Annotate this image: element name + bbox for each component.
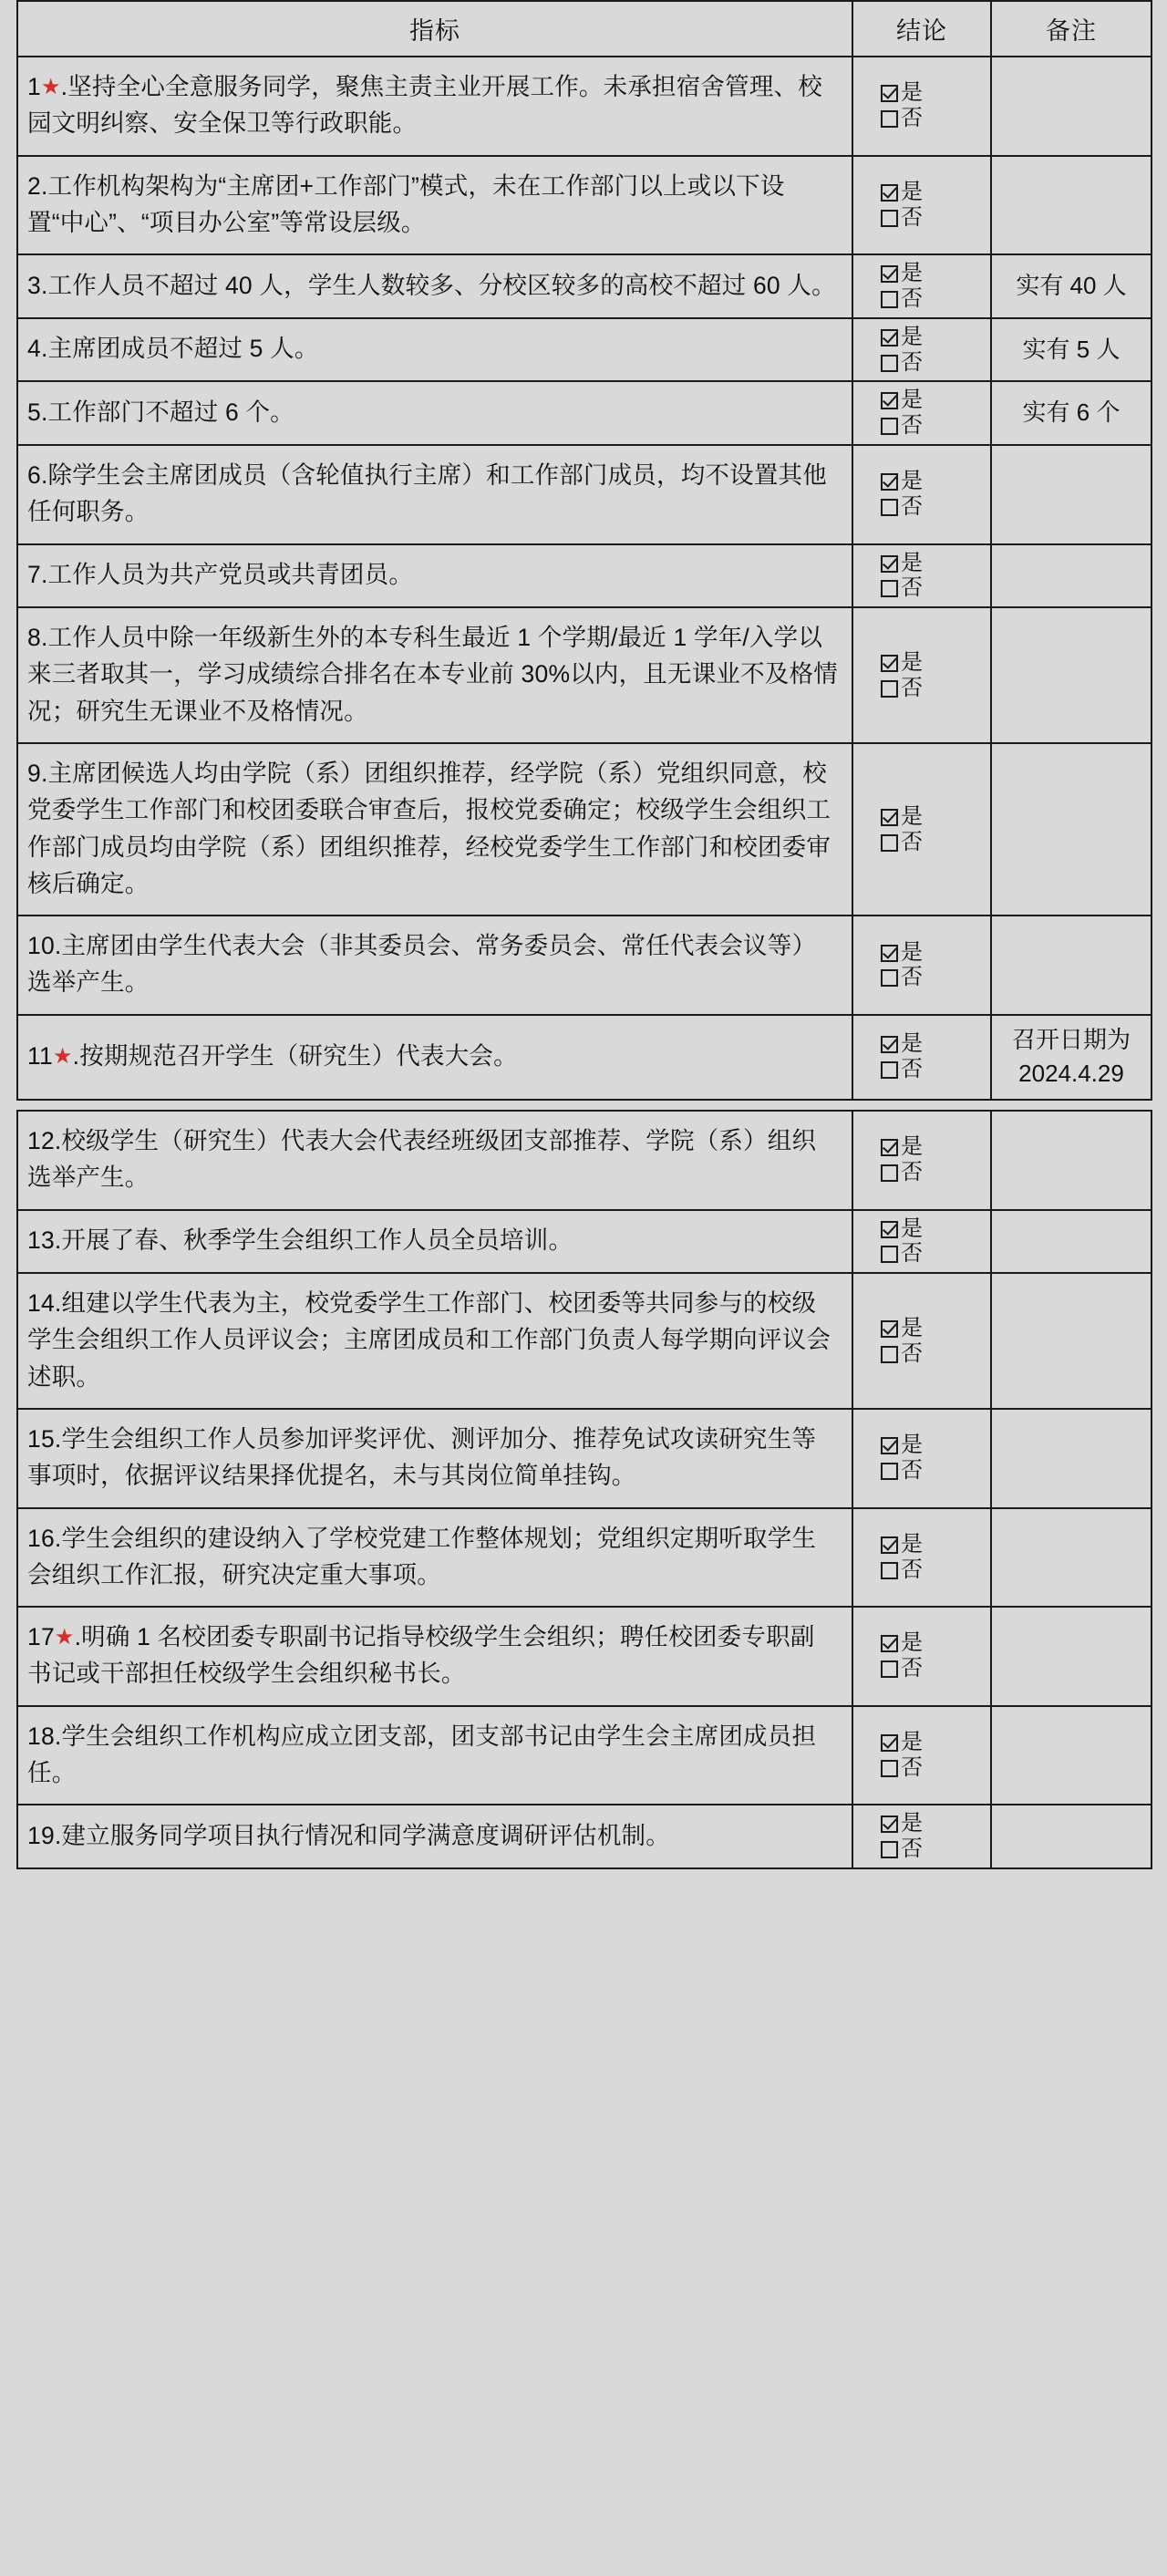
checkbox-no-label: 否: [901, 1557, 923, 1582]
row-number: 13: [27, 1226, 55, 1255]
row-text: .按期规范召开学生（研究生）代表大会。: [72, 1042, 518, 1071]
checkbox-no[interactable]: [855, 1656, 988, 1681]
row-text: .组建以学生代表为主，校党委学生工作部门、校团委等共同参与的校级学生会组织工作人员评议会；主席团成员和工作部门负责人每学期向评议会述职。: [27, 1289, 831, 1391]
row-conclusion: [852, 1210, 991, 1274]
star-icon: ★: [40, 75, 61, 99]
checkbox-yes-box[interactable]: [881, 1816, 898, 1833]
row-text: .工作人员不超过 40 人，学生人数较多、分校区较多的高校不超过 60 人。: [40, 271, 836, 299]
row-remark: [991, 1805, 1152, 1868]
row-text: .开展了春、秋季学生会组织工作人员全员培训。: [54, 1226, 573, 1255]
checkbox-yes-label: 是: [901, 324, 923, 349]
row-number: 16: [27, 1524, 55, 1552]
star-icon: ★: [52, 1044, 73, 1070]
table-row: [17, 254, 1152, 318]
row-conclusion: [852, 1706, 991, 1805]
row-number: 10: [27, 932, 55, 960]
row-conclusion: [852, 916, 991, 1015]
row-number: 8: [27, 624, 41, 652]
row-item-text: [17, 1706, 852, 1805]
row-number: 12: [27, 1126, 55, 1154]
row-number: 11: [27, 1042, 53, 1071]
checkbox-no-label: 否: [901, 349, 923, 375]
checkbox-yes-box[interactable]: [881, 1437, 898, 1454]
checkbox-no[interactable]: [855, 494, 988, 520]
row-remark: 实有 6 个: [991, 381, 1152, 445]
row-text: .学生会组织工作人员参加评奖评优、测评加分、推荐免试攻读研究生等事项时，依据评议结果择优提名，未与其岗位简单挂钩。: [27, 1424, 817, 1490]
row-text: .主席团候选人均由学院（系）团组织推荐，经学院（系）党组织同意，校党委学生工作部门和校团委联合审查后，报校党委确定；校级学生会组织工作部门成员均由学院（系）团组织推荐，经校党委学生工作部门和校团委审核后确定。: [27, 760, 831, 897]
row-remark: [991, 1409, 1152, 1508]
checkbox-no-label: 否: [901, 106, 923, 131]
page-gap-cell: [17, 1100, 1152, 1111]
checkbox-yes-box[interactable]: [881, 555, 898, 573]
row-item-text: [17, 381, 852, 445]
checkbox-yes[interactable]: [855, 1433, 988, 1458]
checkbox-no-box[interactable]: [881, 291, 898, 308]
checkbox-yes-label: 是: [901, 261, 923, 286]
row-item-text: [17, 1210, 852, 1274]
checkbox-no-label: 否: [901, 1340, 923, 1366]
table-row: [17, 1607, 1152, 1706]
checkbox-yes-box[interactable]: [881, 473, 898, 491]
row-text: .建立服务同学项目执行情况和同学满意度调研评估机制。: [54, 1821, 670, 1849]
row-conclusion: [852, 445, 991, 544]
row-conclusion: [852, 254, 991, 318]
row-text: .工作人员为共产党员或共青团员。: [40, 561, 414, 589]
checkbox-no[interactable]: [855, 286, 988, 312]
row-number: 18: [27, 1722, 55, 1750]
checkbox-yes-box[interactable]: [881, 1036, 898, 1053]
row-number: 2: [27, 171, 41, 200]
checkbox-yes[interactable]: [855, 1134, 988, 1160]
row-text: .学生会组织的建设纳入了学校党建工作整体规划；党组织定期听取学生会组织工作汇报，研究决定重大事项。: [27, 1524, 817, 1588]
checkbox-no-label: 否: [901, 1656, 923, 1681]
row-item-text: [17, 318, 852, 382]
checkbox-no-box[interactable]: [881, 834, 898, 852]
checkbox-yes-box[interactable]: [881, 1734, 898, 1752]
checkbox-yes-label: 是: [901, 803, 923, 829]
checkbox-no-label: 否: [901, 1836, 923, 1861]
table-row: [17, 57, 1152, 156]
row-conclusion: [852, 57, 991, 156]
checkbox-yes[interactable]: [855, 469, 988, 494]
checkbox-yes-label: 是: [901, 80, 923, 106]
row-item-text: [17, 916, 852, 1015]
checkbox-no-box[interactable]: [881, 499, 898, 516]
checkbox-yes-label: 是: [901, 649, 923, 675]
table-row: [17, 1706, 1152, 1805]
row-conclusion: [852, 1805, 991, 1868]
checkbox-no-label: 否: [901, 829, 923, 854]
checkbox-yes-label: 是: [901, 1730, 923, 1754]
checkbox-yes-box[interactable]: [881, 945, 898, 962]
checkbox-no-box[interactable]: [881, 969, 898, 987]
checkbox-yes-label: 是: [901, 388, 923, 413]
table-row: [17, 1273, 1152, 1409]
row-item-text: [17, 607, 852, 743]
row-text: .除学生会主席团成员（含轮值执行主席）和工作部门成员，均不设置其他任何职务。: [27, 461, 827, 526]
row-number: 4: [27, 335, 41, 363]
row-remark: [991, 916, 1152, 1015]
row-number: 19: [27, 1821, 55, 1849]
row-conclusion: [852, 743, 991, 916]
checkbox-yes[interactable]: [855, 804, 988, 830]
checkbox-no[interactable]: [855, 575, 988, 601]
row-conclusion: [852, 1508, 991, 1608]
checklist-table: [16, 0, 1152, 1869]
header-conclusion: 结论: [852, 1, 991, 57]
checkbox-no-box[interactable]: [881, 418, 898, 435]
row-number: 1: [27, 73, 41, 100]
row-item-text: [17, 1607, 852, 1706]
checkbox-no[interactable]: [855, 106, 988, 131]
checkbox-no-label: 否: [901, 285, 923, 311]
row-conclusion: [852, 1015, 991, 1100]
checkbox-no-label: 否: [901, 1458, 923, 1484]
table-row: [17, 743, 1152, 916]
checkbox-no-label: 否: [901, 1754, 923, 1780]
checkbox-no-label: 否: [901, 1241, 923, 1267]
checkbox-yes[interactable]: [855, 180, 988, 205]
row-item-text: [17, 544, 852, 608]
checkbox-no-box[interactable]: [881, 580, 898, 597]
row-item-text: [17, 254, 852, 318]
checkbox-no-box[interactable]: [881, 1841, 898, 1858]
row-number: 7: [27, 561, 41, 589]
checkbox-yes-label: 是: [901, 1433, 923, 1458]
checkbox-yes[interactable]: [855, 1031, 988, 1057]
checkbox-yes-box[interactable]: [881, 265, 898, 283]
row-number: 17: [27, 1623, 55, 1651]
row-text: .主席团由学生代表大会（非其委员会、常务委员会、常任代表会议等）选举产生。: [27, 932, 817, 997]
row-conclusion: [852, 1607, 991, 1706]
row-remark: [991, 1607, 1152, 1706]
checkbox-yes[interactable]: [855, 388, 988, 413]
table-row: [17, 1111, 1152, 1210]
row-remark: [991, 1273, 1152, 1409]
row-item-text: [17, 1015, 852, 1100]
checkbox-no-box[interactable]: [881, 1463, 898, 1480]
checkbox-yes-box[interactable]: [881, 184, 898, 202]
checkbox-no-box[interactable]: [881, 210, 898, 227]
checkbox-yes[interactable]: [855, 1730, 988, 1755]
row-remark: [991, 1111, 1152, 1210]
checkbox-yes[interactable]: [855, 1532, 988, 1557]
row-remark: 召开日期为 2024.4.29: [991, 1015, 1152, 1100]
row-number: 6: [27, 461, 41, 490]
checkbox-no-label: 否: [901, 1057, 923, 1082]
row-text: .校级学生（研究生）代表大会代表经班级团支部推荐、学院（系）组织选举产生。: [27, 1126, 817, 1192]
checkbox-no[interactable]: [855, 1057, 988, 1082]
checkbox-no-box[interactable]: [881, 1346, 898, 1363]
checkbox-yes[interactable]: [855, 551, 988, 576]
checkbox-yes-box[interactable]: [881, 85, 898, 102]
table-row: [17, 1409, 1152, 1508]
row-number: 9: [27, 760, 41, 788]
row-item-text: [17, 743, 852, 916]
row-text: .工作部门不超过 6 个。: [40, 398, 294, 427]
row-remark: [991, 743, 1152, 916]
checkbox-no-label: 否: [901, 1160, 923, 1185]
checkbox-yes-label: 是: [901, 469, 923, 494]
checkbox-yes-label: 是: [901, 1134, 923, 1160]
table-row: [17, 1508, 1152, 1608]
header-remark: 备注: [991, 1, 1152, 57]
table-row: [17, 1015, 1152, 1100]
row-number: 3: [27, 271, 41, 299]
checkbox-yes-label: 是: [901, 1531, 923, 1557]
checkbox-no[interactable]: [855, 1160, 988, 1185]
checkbox-yes-label: 是: [901, 1216, 923, 1241]
checkbox-yes[interactable]: [855, 261, 988, 286]
row-remark: [991, 1508, 1152, 1608]
checkbox-no[interactable]: [855, 350, 988, 376]
row-remark: [991, 156, 1152, 255]
checkbox-no-box[interactable]: [881, 1246, 898, 1263]
row-item-text: [17, 1111, 852, 1210]
row-remark: [991, 57, 1152, 156]
checkbox-no[interactable]: [855, 1241, 988, 1267]
table-row: [17, 607, 1152, 743]
row-item-text: [17, 1805, 852, 1868]
checkbox-no[interactable]: [855, 965, 988, 990]
checkbox-yes[interactable]: [855, 1316, 988, 1341]
row-text: .工作人员中除一年级新生外的本专科生最近 1 个学期/最近 1 学年/入学以来三者取其一，学习成绩综合排名在本专业前 30%以内，且无课业不及格情况；研究生无课业不及格情况。: [27, 624, 838, 725]
checkbox-no-box[interactable]: [881, 1660, 898, 1678]
table-row: [17, 1805, 1152, 1868]
checkbox-no-label: 否: [901, 675, 923, 700]
row-conclusion: [852, 318, 991, 382]
checkbox-yes[interactable]: [855, 940, 988, 966]
table-row: [17, 381, 1152, 445]
row-item-text: [17, 445, 852, 544]
checkbox-yes-label: 是: [901, 179, 923, 204]
row-text: .明确 1 名校团委专职副书记指导校级学生会组织；聘任校团委专职副书记或干部担任校级学生会组织秘书长。: [27, 1623, 815, 1688]
table-row: [17, 544, 1152, 608]
star-icon: ★: [54, 1625, 75, 1650]
row-conclusion: [852, 1111, 991, 1210]
checkbox-no-box[interactable]: [881, 355, 898, 372]
row-item-text: [17, 156, 852, 255]
table-row: [17, 916, 1152, 1015]
checkbox-yes-box[interactable]: [881, 1320, 898, 1338]
row-remark: 实有 5 人: [991, 318, 1152, 382]
row-text: .主席团成员不超过 5 人。: [40, 335, 319, 363]
checkbox-yes-box[interactable]: [881, 655, 898, 672]
row-conclusion: [852, 156, 991, 255]
checkbox-yes-label: 是: [901, 1811, 923, 1836]
checkbox-yes-label: 是: [901, 550, 923, 575]
table-row: [17, 1210, 1152, 1274]
row-conclusion: [852, 1273, 991, 1409]
checkbox-no-box[interactable]: [881, 1164, 898, 1182]
checkbox-yes-label: 是: [901, 1031, 923, 1057]
row-number: 5: [27, 398, 41, 427]
checkbox-no[interactable]: [855, 1557, 988, 1583]
row-conclusion: [852, 1409, 991, 1508]
row-conclusion: [852, 544, 991, 608]
checkbox-no-box[interactable]: [881, 680, 898, 698]
checkbox-yes-box[interactable]: [881, 1536, 898, 1554]
checkbox-no-box[interactable]: [881, 1562, 898, 1579]
checkbox-yes[interactable]: [855, 1811, 988, 1836]
checkbox-no[interactable]: [855, 830, 988, 855]
row-text: .学生会组织工作机构应成立团支部，团支部书记由学生会主席团成员担任。: [27, 1722, 817, 1786]
checkbox-yes-box[interactable]: [881, 1139, 898, 1156]
row-conclusion: [852, 607, 991, 743]
checkbox-no[interactable]: [855, 1341, 988, 1367]
checkbox-no-box[interactable]: [881, 1061, 898, 1079]
checkbox-yes-box[interactable]: [881, 1221, 898, 1238]
row-item-text: [17, 1273, 852, 1409]
checkbox-yes[interactable]: [855, 1216, 988, 1242]
row-remark: [991, 544, 1152, 608]
checkbox-no[interactable]: [855, 205, 988, 231]
checkbox-yes-label: 是: [901, 939, 923, 965]
checkbox-yes-box[interactable]: [881, 809, 898, 826]
checkbox-no[interactable]: [855, 1458, 988, 1484]
table-row: [17, 445, 1152, 544]
checkbox-no-label: 否: [901, 413, 923, 439]
row-remark: [991, 607, 1152, 743]
table-header-row: [17, 1, 1152, 57]
checkbox-no[interactable]: [855, 1755, 988, 1781]
checkbox-no-box[interactable]: [881, 1760, 898, 1777]
checkbox-yes-box[interactable]: [881, 329, 898, 347]
checkbox-no-box[interactable]: [881, 110, 898, 128]
checkbox-yes[interactable]: [855, 1630, 988, 1656]
checkbox-no-label: 否: [901, 494, 923, 520]
row-conclusion: [852, 381, 991, 445]
checkbox-yes-label: 是: [901, 1315, 923, 1340]
page-gap: [17, 1100, 1152, 1111]
checkbox-yes[interactable]: [855, 80, 988, 106]
header-item: 指标: [17, 1, 852, 57]
row-remark: [991, 1210, 1152, 1274]
table-body: [17, 57, 1152, 1868]
row-item-text: [17, 1409, 852, 1508]
row-remark: [991, 1706, 1152, 1805]
checkbox-no-label: 否: [901, 575, 923, 601]
row-remark: 实有 40 人: [991, 254, 1152, 318]
row-item-text: [17, 57, 852, 156]
checkbox-yes[interactable]: [855, 325, 988, 350]
checkbox-yes-label: 是: [901, 1630, 923, 1656]
checkbox-yes-box[interactable]: [881, 1635, 898, 1652]
checkbox-no[interactable]: [855, 1836, 988, 1862]
checkbox-yes-box[interactable]: [881, 392, 898, 409]
row-text: .工作机构架构为“主席团+工作部门”模式，未在工作部门以上或以下设置“中心”、“项目办公室”等常设层级。: [27, 171, 785, 236]
checkbox-no[interactable]: [855, 413, 988, 439]
row-item-text: [17, 1508, 852, 1608]
checkbox-no-label: 否: [901, 965, 923, 990]
row-number: 15: [27, 1424, 55, 1453]
table-row: [17, 318, 1152, 382]
row-remark: [991, 445, 1152, 544]
table-row: [17, 156, 1152, 255]
checkbox-no[interactable]: [855, 676, 988, 701]
row-text: .坚持全心全意服务同学，聚焦主责主业开展工作。未承担宿舍管理、校园文明纠察、安全保卫等行政职能。: [27, 73, 822, 138]
checkbox-no-label: 否: [901, 204, 923, 230]
checkbox-yes[interactable]: [855, 650, 988, 676]
row-number: 14: [27, 1289, 55, 1318]
